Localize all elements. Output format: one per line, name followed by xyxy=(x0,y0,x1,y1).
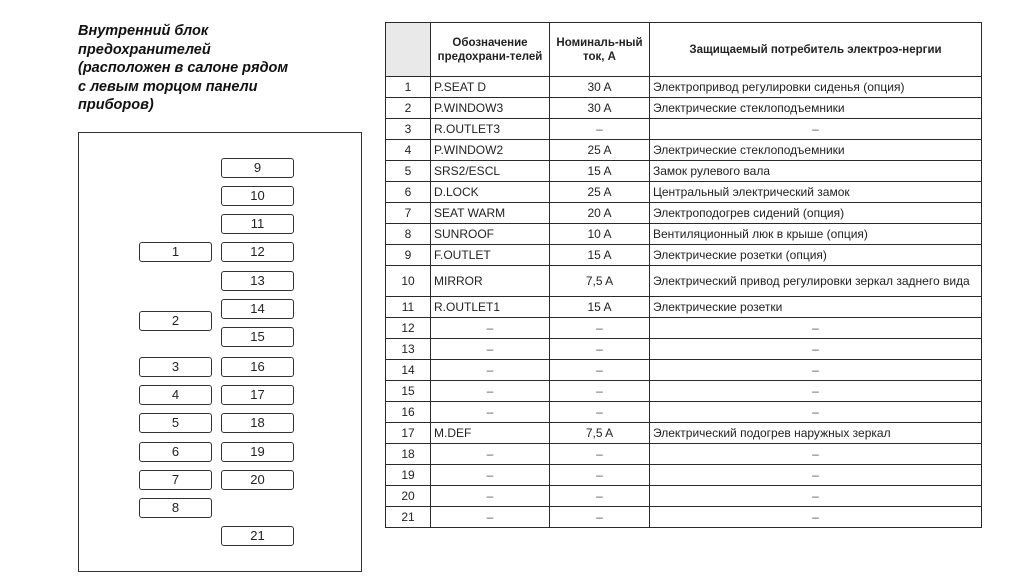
fuse-slot-14: 14 xyxy=(221,299,294,319)
table-row xyxy=(386,444,982,465)
fuse-slot-7: 7 xyxy=(139,470,212,490)
fuse-designation-cell: P.WINDOW2 xyxy=(431,140,550,161)
fuse-current-cell: – xyxy=(550,402,650,423)
fuse-slot-9: 9 xyxy=(221,158,294,178)
fuse-current-cell: 30 A xyxy=(550,77,650,98)
fuse-consumer-cell: – xyxy=(650,360,982,381)
fuse-number-cell: 6 xyxy=(386,182,431,203)
fuse-number-cell: 4 xyxy=(386,140,431,161)
fuse-number-cell: 10 xyxy=(386,266,431,297)
header-consumer: Защищаемый потребитель электроэ-нергии xyxy=(650,23,982,77)
fuse-designation-cell: SEAT WARM xyxy=(431,203,550,224)
fuse-current-cell: 15 A xyxy=(550,161,650,182)
fuse-number-cell: 1 xyxy=(386,77,431,98)
fuse-slot-3: 3 xyxy=(139,357,212,377)
fuse-consumer-cell: – xyxy=(650,444,982,465)
fuse-block-diagram xyxy=(78,132,362,572)
fuse-current-cell: 7,5 A xyxy=(550,266,650,297)
fuse-designation-cell: – xyxy=(431,381,550,402)
fuse-slot-11: 11 xyxy=(221,214,294,234)
table-row xyxy=(386,381,982,402)
header-designation: Обозначение предохрани-телей xyxy=(431,23,550,77)
fuse-designation-cell: – xyxy=(431,507,550,528)
fuse-consumer-cell: Электроподогрев сидений (опция) xyxy=(650,203,982,224)
table-row xyxy=(386,266,982,297)
fuse-consumer-cell: – xyxy=(650,318,982,339)
fuse-consumer-cell: – xyxy=(650,402,982,423)
fuse-consumer-cell: Электрический подогрев наружных зеркал xyxy=(650,423,982,444)
fuse-number-cell: 7 xyxy=(386,203,431,224)
fuse-designation-cell: R.OUTLET1 xyxy=(431,297,550,318)
fuse-consumer-cell: – xyxy=(650,465,982,486)
fuse-number-cell: 14 xyxy=(386,360,431,381)
fuse-consumer-cell: Центральный электрический замок xyxy=(650,182,982,203)
heading-line: предохранителей xyxy=(78,41,211,58)
table-row xyxy=(386,297,982,318)
fuse-designation-cell: M.DEF xyxy=(431,423,550,444)
fuse-consumer-cell: – xyxy=(650,486,982,507)
header-current: Номиналь-ный ток, А xyxy=(550,23,650,77)
table-row xyxy=(386,161,982,182)
fuse-consumer-cell: – xyxy=(650,119,982,140)
fuse-designation-cell: – xyxy=(431,465,550,486)
fuse-current-cell: – xyxy=(550,507,650,528)
fuse-number-cell: 5 xyxy=(386,161,431,182)
fuse-slot-20: 20 xyxy=(221,470,294,490)
fuse-slot-21: 21 xyxy=(221,526,294,546)
fuse-slot-6: 6 xyxy=(139,442,212,462)
fuse-current-cell: – xyxy=(550,381,650,402)
fuse-designation-cell: R.OUTLET3 xyxy=(431,119,550,140)
heading-line: приборов) xyxy=(78,97,154,113)
table-row xyxy=(386,98,982,119)
table-row xyxy=(386,224,982,245)
fuse-number-cell: 12 xyxy=(386,318,431,339)
fuse-number-cell: 15 xyxy=(386,381,431,402)
fuse-slot-10: 10 xyxy=(221,186,294,206)
fuse-designation-cell: P.SEAT D xyxy=(431,77,550,98)
heading-line: (расположен в салоне рядом xyxy=(78,60,289,76)
heading-line: с левым торцом панели xyxy=(78,78,258,95)
fuse-slot-4: 4 xyxy=(139,385,212,405)
fuse-consumer-cell: Электрические стеклоподъемники xyxy=(650,98,982,119)
fuse-slot-5: 5 xyxy=(139,413,212,433)
fuse-current-cell: – xyxy=(550,486,650,507)
fuse-designation-cell: – xyxy=(431,360,550,381)
table-row xyxy=(386,318,982,339)
table-row xyxy=(386,140,982,161)
fuse-designation-cell: MIRROR xyxy=(431,266,550,297)
fuse-designation-cell: – xyxy=(431,444,550,465)
fuse-number-cell: 13 xyxy=(386,339,431,360)
fuse-current-cell: – xyxy=(550,119,650,140)
fuse-number-cell: 9 xyxy=(386,245,431,266)
fuse-slot-12: 12 xyxy=(221,242,294,262)
fuse-current-cell: 15 A xyxy=(550,245,650,266)
fuse-number-cell: 18 xyxy=(386,444,431,465)
fuse-designation-cell: D.LOCK xyxy=(431,182,550,203)
fuse-consumer-cell: Электрические розетки (опция) xyxy=(650,245,982,266)
table-row xyxy=(386,360,982,381)
table-row xyxy=(386,465,982,486)
heading-line: Внутренний блок xyxy=(78,23,209,39)
fuse-current-cell: – xyxy=(550,339,650,360)
table-header-row xyxy=(386,23,982,77)
fuse-slot-17: 17 xyxy=(221,385,294,405)
fuse-number-cell: 3 xyxy=(386,119,431,140)
fuse-number-cell: 20 xyxy=(386,486,431,507)
table-row xyxy=(386,339,982,360)
fuse-current-cell: 7,5 A xyxy=(550,423,650,444)
fuse-designation-cell: – xyxy=(431,339,550,360)
fuse-number-cell: 11 xyxy=(386,297,431,318)
fuse-slot-1: 1 xyxy=(139,242,212,262)
fuse-designation-cell: – xyxy=(431,402,550,423)
table-row xyxy=(386,203,982,224)
fuse-current-cell: – xyxy=(550,360,650,381)
fuse-number-cell: 2 xyxy=(386,98,431,119)
fuse-block-heading xyxy=(78,22,378,115)
fuse-slot-2: 2 xyxy=(139,311,212,331)
table-row xyxy=(386,119,982,140)
fuse-current-cell: 20 A xyxy=(550,203,650,224)
fuse-consumer-cell: Электропривод регулировки сиденья (опция) xyxy=(650,77,982,98)
table-row xyxy=(386,182,982,203)
fuse-consumer-cell: – xyxy=(650,507,982,528)
fuse-current-cell: – xyxy=(550,465,650,486)
table-row xyxy=(386,245,982,266)
fuse-designation-cell: – xyxy=(431,486,550,507)
fuse-table xyxy=(385,22,982,528)
fuse-number-cell: 16 xyxy=(386,402,431,423)
fuse-number-cell: 8 xyxy=(386,224,431,245)
fuse-consumer-cell: – xyxy=(650,339,982,360)
fuse-consumer-cell: Замок рулевого вала xyxy=(650,161,982,182)
fuse-slot-13: 13 xyxy=(221,271,294,291)
fuse-slot-19: 19 xyxy=(221,442,294,462)
fuse-designation-cell: – xyxy=(431,318,550,339)
table-row xyxy=(386,507,982,528)
table-row xyxy=(386,77,982,98)
table-row xyxy=(386,486,982,507)
fuse-slot-15: 15 xyxy=(221,327,294,347)
fuse-consumer-cell: Электрические розетки xyxy=(650,297,982,318)
fuse-current-cell: – xyxy=(550,444,650,465)
fuse-current-cell: 15 A xyxy=(550,297,650,318)
fuse-current-cell: 25 A xyxy=(550,182,650,203)
fuse-current-cell: 30 A xyxy=(550,98,650,119)
fuse-current-cell: 25 A xyxy=(550,140,650,161)
header-number xyxy=(386,23,431,77)
table-row xyxy=(386,402,982,423)
fuse-consumer-cell: – xyxy=(650,381,982,402)
fuse-slot-16: 16 xyxy=(221,357,294,377)
fuse-designation-cell: SUNROOF xyxy=(431,224,550,245)
fuse-slot-8: 8 xyxy=(139,498,212,518)
fuse-designation-cell: P.WINDOW3 xyxy=(431,98,550,119)
fuse-current-cell: – xyxy=(550,318,650,339)
fuse-designation-cell: F.OUTLET xyxy=(431,245,550,266)
fuse-consumer-cell: Электрический привод регулировки зеркал заднего вида xyxy=(650,266,982,297)
fuse-current-cell: 10 A xyxy=(550,224,650,245)
table-row xyxy=(386,423,982,444)
fuse-consumer-cell: Электрические стеклоподъемники xyxy=(650,140,982,161)
fuse-number-cell: 19 xyxy=(386,465,431,486)
fuse-slot-18: 18 xyxy=(221,413,294,433)
fuse-consumer-cell: Вентиляционный люк в крыше (опция) xyxy=(650,224,982,245)
fuse-number-cell: 21 xyxy=(386,507,431,528)
fuse-designation-cell: SRS2/ESCL xyxy=(431,161,550,182)
fuse-number-cell: 17 xyxy=(386,423,431,444)
